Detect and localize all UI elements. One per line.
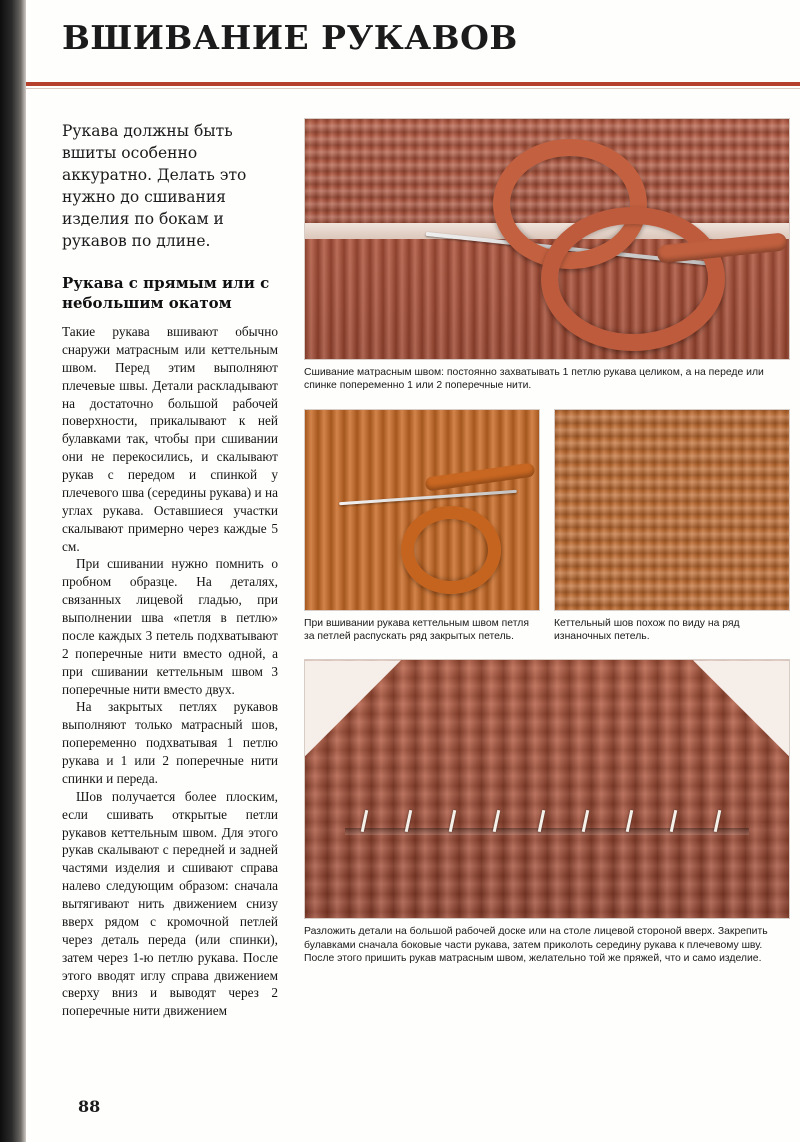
page-title: ВШИВАНИЕ РУКАВОВ bbox=[62, 18, 518, 57]
mattress-stitch-photo bbox=[304, 118, 790, 360]
header-rule-thin bbox=[26, 88, 800, 89]
body-paragraph: При сшивании нужно помнить о пробном образце. На деталях, связанных лицевой гладью, при выполнении шва «петля в петлю» после каждых 3 петель подхватывают 2 поперечные нити вместо одной, а при сшивании кеттельным швом 3 поперечные нити вместо двух. bbox=[62, 556, 278, 697]
pin-row bbox=[363, 810, 731, 850]
intro-paragraph: Рукава должны быть вшиты особенно аккуратно. Делать это нужно до сшивания изделия по бокам и рукавов по длине. bbox=[62, 122, 247, 250]
purl-row-photo bbox=[554, 409, 790, 611]
body-paragraph: Такие рукава вшивают обычно снаружи матрасным или кеттельным швом. Перед этим выполняют плечевые швы. Детали раскладывают на достаточно большой рабочей поверхности, прикалывают к ней булавками так, чтобы при сшивании они не перекосились, и скалывают рукав с передом и спинкой у плечевого шва (середины рукава) и на углах рукава. Оставшиеся участки скалывают примерно через каждые 5 см. bbox=[62, 324, 278, 554]
figure-column bbox=[304, 118, 790, 965]
garment-body bbox=[305, 660, 789, 918]
figure-caption: Кеттельный шов похож по виду на ряд изнаночных петель. bbox=[554, 617, 740, 642]
body-text bbox=[62, 323, 278, 1020]
text-column bbox=[62, 120, 278, 1020]
page-number: 88 bbox=[78, 1097, 101, 1116]
section-subheading: Рукава с прямым или с небольшим окатом bbox=[62, 274, 270, 312]
yarn-loop bbox=[541, 207, 725, 351]
body-paragraph: На закрытых петлях рукавов выполняют только матрасный шов, попеременно подхватывая 1 петлю рукава и 1 или 2 поперечные нити спинки и переда. bbox=[62, 699, 278, 786]
body-paragraph: Шов получается более плоским, если сшивать открытые петли рукавов кеттельным швом. Для этого рукав скалывают с передней и задней частями изделия и сшивают справа налево следующим образом: сначала вытягивают нить движением снизу вверх рядом с кромочной петлей через деталь переда (или спинки), затем через 1-ю петлю рукава. После этого вводят иглу справа движением сверху вниз и выводят через 2 поперечные нити движением bbox=[62, 788, 278, 1019]
figure-mattress-stitch bbox=[304, 118, 790, 393]
kitchener-stitch-photo bbox=[304, 409, 540, 611]
figure-caption: Сшивание матрасным швом: постоянно захватывать 1 петлю рукава целиком, а на переде или спинке попеременно 1 или 2 поперечные нити. bbox=[304, 367, 764, 392]
figure-caption: При вшивании рукава кеттельным швом петля за петлей распускать ряд закрытых петель. bbox=[304, 617, 529, 642]
figure-caption: Разложить детали на большой рабочей доске или на столе лицевой стороной вверх. Закрепить булавками сначала боковые части рукава, затем приколоть середину рукава к плечевому шву. После этого пришить рукав матрасным швом, желательно той же пряжей, что и само изделие. bbox=[304, 926, 768, 964]
book-binding-edge bbox=[0, 0, 26, 1142]
figure-row bbox=[304, 409, 790, 644]
cable-texture bbox=[305, 660, 789, 918]
figure-purl-row bbox=[554, 409, 790, 644]
sleeve-pinning-photo bbox=[304, 659, 790, 919]
yarn-loop bbox=[401, 506, 501, 594]
figure-kitchener-stitch bbox=[304, 409, 540, 644]
header-rule bbox=[26, 82, 800, 86]
figure-sleeve-pinning bbox=[304, 659, 790, 965]
page-content bbox=[26, 0, 800, 1142]
